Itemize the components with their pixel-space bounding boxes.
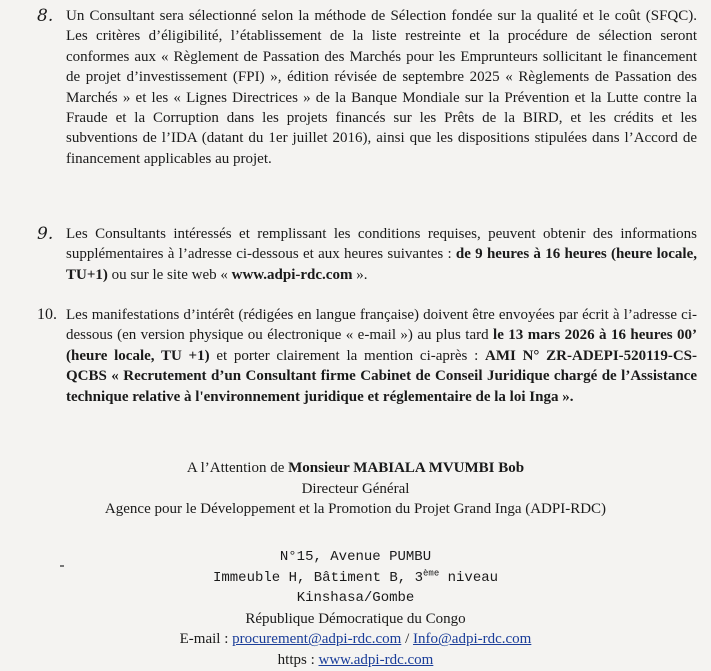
deadline: le 13 mars 2026 à 16 heures 00’ (heure locale, TU +1) [66, 327, 697, 364]
building-line: Immeuble H, Bâtiment B, 3ème niveau [212, 567, 499, 586]
paragraph-8 [37, 6, 697, 169]
city-line: Kinshasa/Gombe [296, 590, 415, 607]
address-block-top [0, 458, 711, 520]
paragraph-8-text: Un Consultant sera sélectionné selon la méthode de Sélection fondée sur la qualité et le coût (SFQC). Les critères d’éligibilité, l’établissement de la liste restreinte et la procédure de sélection seront conformes aux « Règlement de Passation des Marchés pour les Emprunteurs sollicitant le financement de projet d’investissement (FPI) », édition révisée de septembre 2025 « Règlements de Passation des Marchés » et les « Lignes Directrices » de la Banque Mondiale sur la Prévention et la Lutte contre la Fraude et la Corruption dans les projets financés sur les Prêts de la BIRD, et les crédits et les subventions de l’IDA (datant du 1er juillet 2016), ainsi que les dispositions stipulées dans l’Accord de financement applicables au projet. [66, 8, 697, 167]
agency-line: Agence pour le Développement et la Promotion du Projet Grand Inga (ADPI-RDC) [104, 501, 607, 518]
email-link-procurement[interactable]: procurement@adpi-rdc.com [232, 631, 402, 648]
country-line: République Démocratique du Congo [245, 610, 466, 627]
paragraph-number-8: 8. [37, 6, 54, 26]
website-link[interactable]: www.adpi-rdc.com [231, 266, 353, 283]
paragraph-9 [37, 224, 697, 285]
ami-reference: AMI N° ZR-ADEPI-520119-CS-QCBS « Recrutement d’un Consultant firme Cabinet de Conseil Juridique chargé de l’Assistance technique relative à l'environnement juridique et réglementaire de la loi Inga ». [66, 347, 697, 405]
office-hours: de 9 heures à 16 heures (heure locale, TU+1) [66, 246, 697, 283]
paragraph-number-10: 10. [37, 306, 57, 323]
email-link-info[interactable]: Info@adpi-rdc.com [412, 631, 532, 648]
attention-name: Monsieur MABIALA MVUMBI Bob [288, 460, 525, 476]
web-line: https : www.adpi-rdc.com [277, 651, 434, 668]
address-block-bottom [0, 547, 711, 671]
email-line: E-mail : procurement@adpi-rdc.com / Info@adpi-rdc.com [179, 631, 532, 648]
web-link[interactable]: www.adpi-rdc.com [318, 651, 434, 668]
paragraph-number-9: 9. [37, 224, 54, 244]
role-line: Directeur Général [301, 480, 410, 497]
paragraph-10 [37, 305, 697, 407]
attention-line: A l’Attention de Monsieur MABIALA MVUMBI Bob [186, 460, 525, 476]
street-line: N°15, Avenue PUMBU [279, 549, 432, 565]
paragraph-9-text: Les Consultants intéressés et remplissant les conditions requises, peuvent obtenir des informations supplémentaires à l’adresse ci-dessous et aux heures suivantes : de 9 heures à 16 heures (heure locale, TU+1) ou sur le site web « www.adpi-rdc.com ». [66, 226, 697, 283]
paragraph-10-text: Les manifestations d’intérêt (rédigées en langue française) doivent être envoyées par écrit à l’adresse ci-dessous (en version physique ou électronique « e-mail ») au plus tard le 13 mars 2026 à 16 heures 00’ (heure locale, TU +1) et porter clairement la mention ci-après : AMI N° ZR-ADEPI-520119-CS-QCBS « Recrutement d’un Consultant firme Cabinet de Conseil Juridique chargé de l’Assistance technique relative à l'environnement juridique et réglementaire de la loi Inga ». [66, 307, 697, 405]
